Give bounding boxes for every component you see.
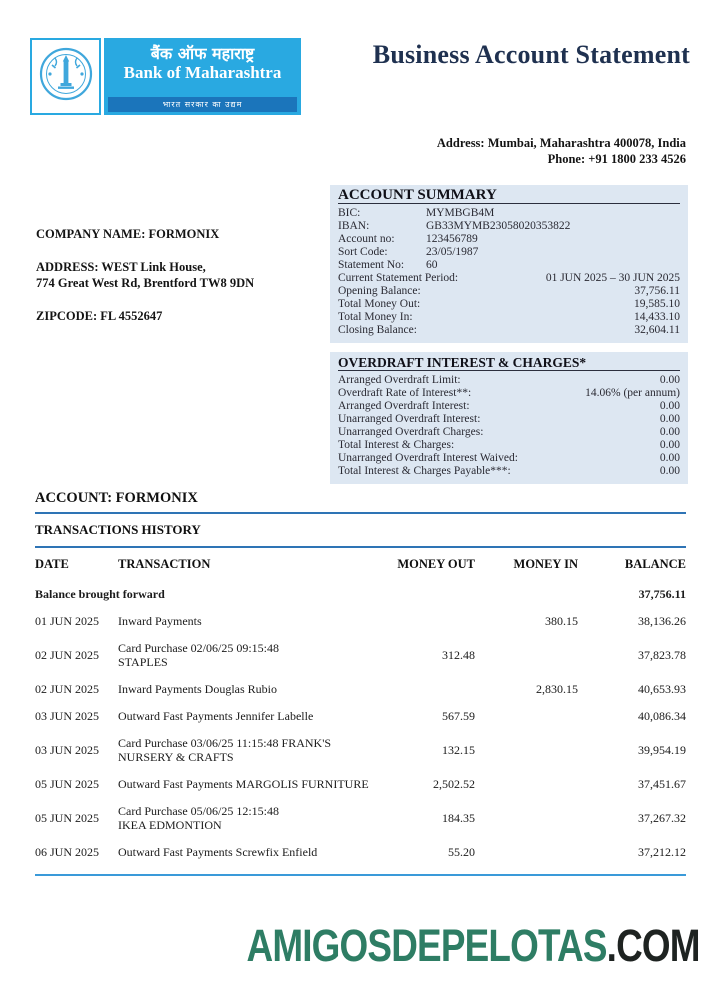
transactions-header [35,548,686,580]
opening-money-in [475,580,578,607]
tx-money-in: 2,830.15 [536,681,578,696]
overdraft-row [338,465,680,478]
summary-value: 32,604.11 [634,324,680,336]
table-row [35,797,686,838]
summary-row [338,259,680,272]
tx-money-out: 55.20 [448,844,475,859]
tx-money-out [395,607,475,634]
bank-emblem [30,38,101,115]
summary-value: MYMBGB4M [426,207,495,219]
overdraft-label: Total Interest & Charges Payable***: [338,465,511,477]
overdraft-value: 0.00 [659,452,680,464]
tx-money-in [475,634,578,675]
tx-description: Card Purchase 05/06/25 12:15:48 IKEA EDMONTION [118,803,279,832]
summary-label: Closing Balance: [338,324,417,336]
table-row [35,729,686,770]
tx-date: 06 JUN 2025 [35,844,100,859]
overdraft-label: Total Interest & Charges: [338,439,455,451]
tx-description: Outward Fast Payments Screwfix Enfield [118,844,318,859]
tx-date: 02 JUN 2025 [35,647,100,662]
bank-phone-line: Phone: +91 1800 233 4526 [547,151,686,166]
overdraft-row [338,387,680,400]
bank-logo-text [104,38,301,115]
company-zipcode: ZIPCODE: FL 4552647 [36,309,163,323]
column-header-transaction: TRANSACTION [118,557,211,571]
summary-label: Current Statement Period: [338,272,459,284]
tx-date: 02 JUN 2025 [35,681,100,696]
overdraft-box [330,352,688,484]
tx-money-out: 2,502.52 [433,776,475,791]
overdraft-title: OVERDRAFT INTEREST & CHARGES* [338,356,680,371]
account-summary-title: ACCOUNT SUMMARY [338,189,680,204]
tx-date: 05 JUN 2025 [35,776,100,791]
tx-description: Card Purchase 03/06/25 11:15:48 FRANK'S NURSERY & CRAFTS [118,735,332,764]
summary-label: Opening Balance: [338,285,421,297]
tx-description: Card Purchase 02/06/25 09:15:48 STAPLES [118,640,279,669]
tx-balance: 40,086.34 [638,708,686,723]
tx-balance: 40,653.93 [638,681,686,696]
opening-money-out [395,580,475,607]
overdraft-value: 0.00 [659,413,680,425]
spacer [36,291,254,308]
tx-date: 01 JUN 2025 [35,613,100,628]
summary-value: 14,433.10 [634,311,680,323]
tx-money-in: 380.15 [545,613,578,628]
overdraft-value: 0.00 [659,439,680,451]
summary-label: IBAN: [338,220,370,232]
overdraft-label: Arranged Overdraft Interest: [338,400,470,412]
overdraft-row [338,426,680,439]
overdraft-value: 0.00 [659,400,680,412]
watermark-brand: AMIGOSDEPELOTAS [246,920,607,971]
opening-balance-row [35,580,686,607]
overdraft-label: Unarranged Overdraft Interest: [338,413,481,425]
bank-address-block [437,136,686,167]
overdraft-value: 0.00 [659,426,680,438]
overdraft-value: 14.06% (per annum) [585,387,680,399]
tx-balance: 39,954.19 [638,742,686,757]
transactions-history-title: TRANSACTIONS HISTORY [35,522,201,537]
tx-date: 03 JUN 2025 [35,742,100,757]
opening-balance-value: 37,756.11 [638,586,686,601]
summary-value: 60 [426,259,438,271]
summary-label: Total Money In: [338,311,413,323]
overdraft-label: Arranged Overdraft Limit: [338,374,461,386]
tx-money-in [475,702,578,729]
table-row [35,634,686,675]
overdraft-value: 0.00 [659,374,680,386]
company-address-line1: ADDRESS: WEST Link House, [36,260,206,274]
overdraft-row [338,452,680,465]
table-row [35,607,686,634]
transactions-table [35,548,686,865]
column-header-money-in: MONEY IN [513,557,578,571]
transactions-section [35,490,686,876]
tx-balance: 37,451.67 [638,776,686,791]
tx-description: Outward Fast Payments MARGOLIS FURNITURE [118,776,369,791]
tx-description: Inward Payments [118,613,202,628]
opening-balance-label: Balance brought forward [35,586,165,601]
tx-money-out: 312.48 [442,647,475,662]
tx-date: 03 JUN 2025 [35,708,100,723]
overdraft-value: 0.00 [659,465,680,477]
company-info [36,226,254,324]
summary-row [338,285,680,298]
bank-tagline: भारत सरकार का उद्यम [108,97,297,112]
column-header-balance: BALANCE [624,557,686,571]
company-name: COMPANY NAME: FORMONIX [36,227,220,241]
account-summary-rows [338,207,680,337]
bank-name-english: Bank of Maharashtra [123,63,282,82]
summary-row [338,220,680,233]
tx-money-out: 567.59 [442,708,475,723]
overdraft-label: Overdraft Rate of Interest**: [338,387,472,399]
tx-money-out: 132.15 [442,742,475,757]
account-summary-box [330,185,688,343]
tx-description: Outward Fast Payments Jennifer Labelle [118,708,314,723]
summary-label: Account no: [338,233,395,245]
summary-row [338,246,680,259]
overdraft-row [338,400,680,413]
summary-label: Sort Code: [338,246,388,258]
tx-money-in [475,729,578,770]
transactions-body [35,580,686,865]
tx-balance: 37,212.12 [638,844,686,859]
account-title: ACCOUNT: FORMONIX [35,490,198,506]
summary-value: 01 JUN 2025 – 30 JUN 2025 [545,272,680,284]
overdraft-row [338,413,680,426]
table-row [35,675,686,702]
overdraft-label: Unarranged Overdraft Charges: [338,426,484,438]
tx-money-in [475,797,578,838]
table-row [35,838,686,865]
tx-balance: 38,136.26 [638,613,686,628]
tx-description: Inward Payments Douglas Rubio [118,681,277,696]
divider [35,512,686,514]
tx-balance: 37,267.32 [638,810,686,825]
overdraft-rows [338,374,680,478]
site-watermark [247,920,700,972]
summary-label: Statement No: [338,259,405,271]
column-header-money-out: MONEY OUT [397,557,475,571]
table-row [35,702,686,729]
summary-value: 23/05/1987 [426,246,479,258]
table-row [35,770,686,797]
watermark-suffix: .COM [606,920,700,971]
overdraft-row [338,374,680,387]
summary-label: Total Money Out: [338,298,421,310]
column-header-date: DATE [35,557,69,571]
tx-money-out: 184.35 [442,810,475,825]
summary-value: 123456789 [426,233,478,245]
summary-value: GB33MYMB23058020353822 [426,220,571,232]
summary-value: 19,585.10 [634,298,680,310]
bank-seal-icon [38,45,94,108]
summary-row [338,207,680,220]
summary-label: BIC: [338,207,361,219]
tx-money-in [475,838,578,865]
bank-address-line: Address: Mumbai, Maharashtra 400078, India [436,136,686,150]
tx-money-in [475,770,578,797]
summary-row [338,272,680,285]
bank-name-hindi: बैंक ऑफ महाराष्ट्र [150,44,255,63]
summary-value: 37,756.11 [634,285,680,297]
table-bottom-divider [35,874,686,876]
summary-row [338,311,680,324]
summary-row [338,324,680,337]
page-title: Business Account Statement [372,40,690,69]
summary-row [338,233,680,246]
bank-logo [30,38,301,115]
spacer [36,242,254,259]
summary-row [338,298,680,311]
tx-money-out [395,675,475,702]
company-address-line2: 774 Great West Rd, Brentford TW8 9DN [36,276,255,290]
overdraft-label: Unarranged Overdraft Interest Waived: [338,452,518,464]
tx-balance: 37,823.78 [638,647,686,662]
overdraft-row [338,439,680,452]
tx-date: 05 JUN 2025 [35,810,100,825]
